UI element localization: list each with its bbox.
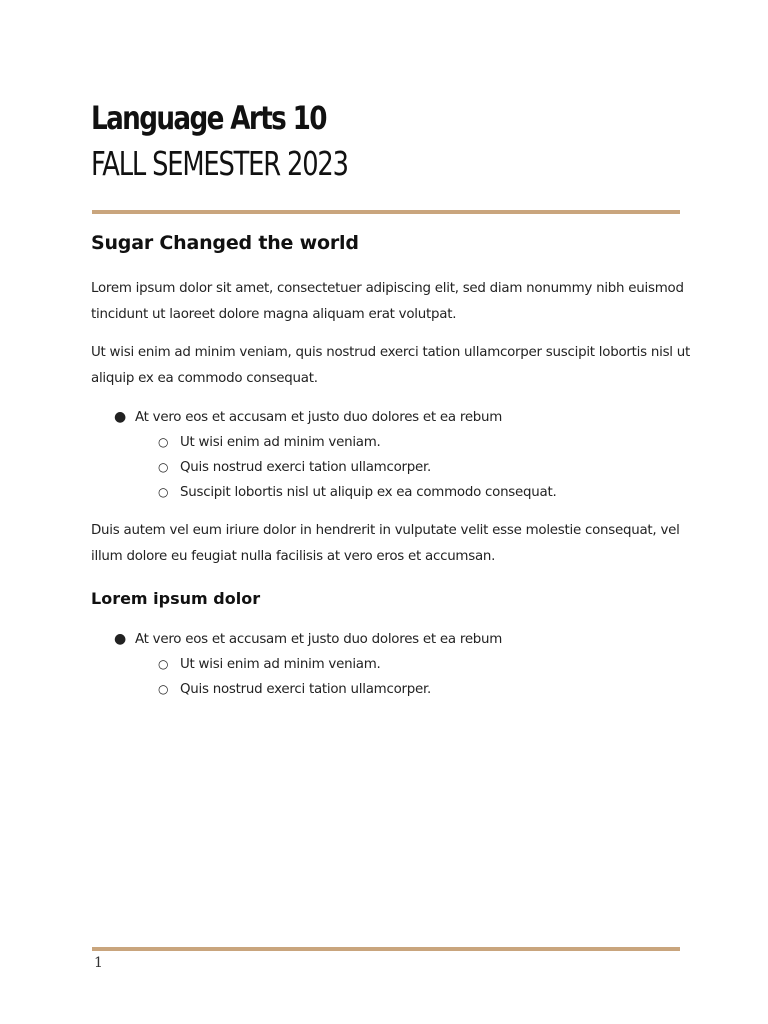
sub-list-item-text: Ut wisi enim ad minim veniam. bbox=[180, 657, 381, 672]
list-item bbox=[91, 627, 691, 652]
sub-list-item bbox=[91, 455, 691, 480]
hollow-bullet-icon: ○ bbox=[158, 435, 169, 449]
subsection-heading: Lorem ipsum dolor bbox=[91, 589, 261, 608]
section-heading: Sugar Changed the world bbox=[91, 232, 359, 254]
filled-bullet-icon: ● bbox=[114, 409, 126, 425]
sub-list-item bbox=[91, 430, 691, 455]
paragraph: Duis autem vel eum iriure dolor in hendrerit in vulputate velit esse molestie consequat, vel illum dolore eu feugiat nulla facilisis at vero eros et accumsan. bbox=[91, 523, 680, 564]
paragraph: Ut wisi enim ad minim veniam, quis nostrud exerci tation ullamcorper suscipit lobortis nisl ut aliquip ex ea commodo consequat. bbox=[91, 345, 691, 386]
page-number: 1 bbox=[94, 955, 103, 971]
list-item bbox=[91, 405, 691, 430]
sub-list-item-text: Suscipit lobortis nisl ut aliquip ex ea commodo consequat. bbox=[180, 485, 557, 500]
filled-bullet-icon: ● bbox=[114, 631, 126, 647]
sub-list-item-text: Quis nostrud exerci tation ullamcorper. bbox=[180, 460, 432, 475]
hollow-bullet-icon: ○ bbox=[158, 657, 169, 671]
document-title: Language Arts 10 bbox=[91, 99, 326, 137]
sub-list-item-text: Ut wisi enim ad minim veniam. bbox=[180, 435, 381, 450]
sub-list-item-text: Quis nostrud exerci tation ullamcorper. bbox=[180, 682, 432, 697]
bulleted-list bbox=[91, 405, 691, 505]
list-item-text: At vero eos et accusam et justo duo dolores et ea rebum bbox=[135, 410, 503, 425]
hollow-bullet-icon: ○ bbox=[158, 485, 169, 499]
hollow-bullet-icon: ○ bbox=[158, 460, 169, 474]
list-item-text: At vero eos et accusam et justo duo dolores et ea rebum bbox=[135, 632, 503, 647]
footer-divider bbox=[92, 947, 680, 951]
hollow-bullet-icon: ○ bbox=[158, 682, 169, 696]
sub-list-item bbox=[91, 480, 691, 505]
bulleted-list bbox=[91, 627, 691, 702]
document-body bbox=[91, 230, 691, 702]
paragraph: Lorem ipsum dolor sit amet, consectetuer adipiscing elit, sed diam nonummy nibh euismod tincidunt ut laoreet dolore magna aliquam erat volutpat. bbox=[91, 281, 684, 322]
sub-list-item bbox=[91, 677, 691, 702]
sub-list-item bbox=[91, 652, 691, 677]
header-divider bbox=[92, 210, 680, 214]
document-subtitle: FALL SEMESTER 2023 bbox=[91, 144, 348, 183]
